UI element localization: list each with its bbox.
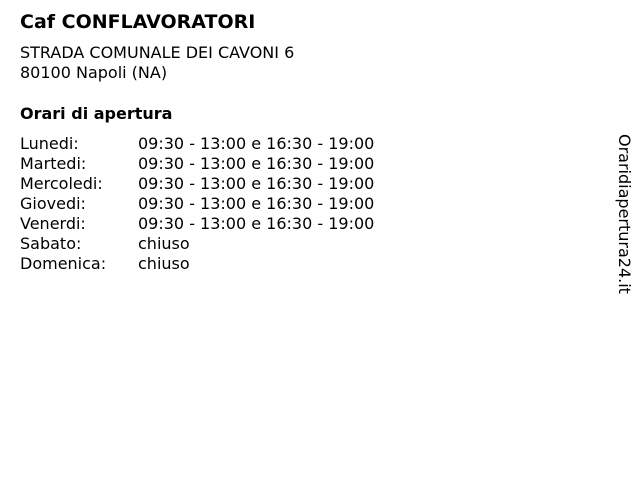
day-hours: 09:30 - 13:00 e 16:30 - 19:00 <box>138 134 375 153</box>
day-label: Domenica: <box>20 254 107 273</box>
day-hours: chiuso <box>138 254 190 273</box>
day-hours: chiuso <box>138 234 190 253</box>
business-name: Caf CONFLAVORATORI <box>20 11 256 33</box>
day-label: Martedi: <box>20 154 87 173</box>
day-label: Giovedi: <box>20 194 86 213</box>
opening-hours-heading: Orari di apertura <box>20 104 173 123</box>
day-hours: 09:30 - 13:00 e 16:30 - 19:00 <box>138 154 375 173</box>
day-hours: 09:30 - 13:00 e 16:30 - 19:00 <box>138 174 375 193</box>
site-watermark: Oraridiapertura24.it <box>615 134 634 294</box>
day-hours: 09:30 - 13:00 e 16:30 - 19:00 <box>138 214 375 233</box>
day-label: Sabato: <box>20 234 82 253</box>
day-hours: 09:30 - 13:00 e 16:30 - 19:00 <box>138 194 375 213</box>
day-label: Mercoledi: <box>20 174 103 193</box>
address-city: 80100 Napoli (NA) <box>20 63 168 82</box>
business-address <box>20 43 294 83</box>
address-street: STRADA COMUNALE DEI CAVONI 6 <box>20 43 295 62</box>
day-label: Lunedi: <box>20 134 79 153</box>
day-label: Venerdi: <box>20 214 86 233</box>
